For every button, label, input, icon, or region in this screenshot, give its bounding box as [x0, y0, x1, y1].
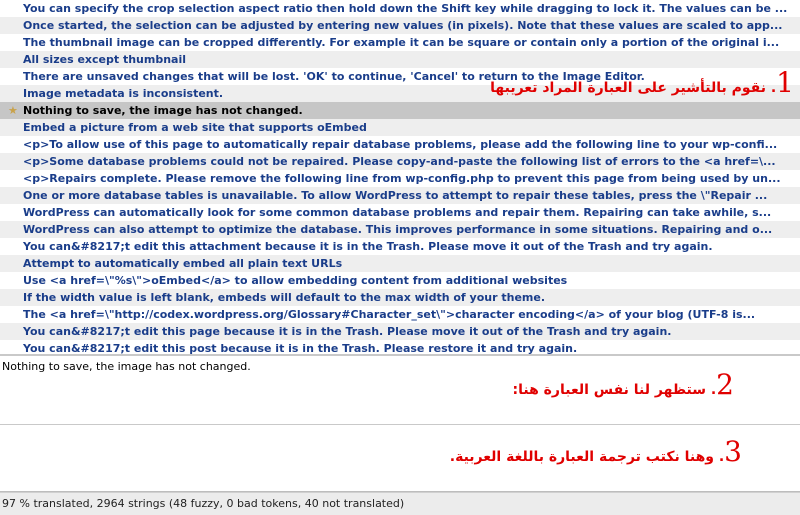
list-item[interactable]	[0, 221, 800, 238]
star-icon	[8, 17, 20, 34]
list-item[interactable]	[0, 340, 800, 357]
annotation-1-number: 1	[776, 66, 794, 99]
status-text: 97 % translated, 2964 strings (48 fuzzy, 0 bad tokens, 40 not translated)	[2, 497, 405, 510]
list-item[interactable]	[0, 0, 800, 17]
list-item-text: <p>To allow use of this page to automatically repair database problems, please add the following line to your wp-confi...	[23, 138, 778, 151]
list-item-text: All sizes except thumbnail	[23, 53, 186, 66]
list-item-text: You can&#8217;t edit this post because it is in the Trash. Please restore it and try again.	[23, 342, 578, 355]
star-icon	[8, 340, 20, 357]
star-icon	[8, 204, 20, 221]
star-icon	[8, 0, 20, 17]
list-item-text: If the width value is left blank, embeds will default to the max width of your theme.	[23, 291, 546, 304]
annotation-2-text: . ستظهر لنا نفس العبارة هنا:	[512, 382, 717, 398]
list-item[interactable]	[0, 323, 800, 340]
star-icon	[8, 323, 20, 340]
status-bar	[0, 492, 800, 515]
list-item-text: <p>Some database problems could not be repaired. Please copy-and-paste the following list of errors to the <a href=\...	[23, 155, 776, 168]
list-item[interactable]	[0, 136, 800, 153]
list-item-text: WordPress can also attempt to optimize the database. This improves performance in some situations. Repairing and o...	[23, 223, 773, 236]
star-icon	[8, 68, 20, 85]
list-item-text: Once started, the selection can be adjusted by entering new values (in pixels). Note that these values are scaled to app...	[23, 19, 783, 32]
list-item-text: You can specify the crop selection aspect ratio then hold down the Shift key while dragging to lock it. The values can be ...	[23, 2, 788, 15]
annotation-3	[422, 435, 742, 468]
list-item-text: <p>Repairs complete. Please remove the following line from wp-config.php to prevent this page from being used by un...	[23, 172, 781, 185]
list-item[interactable]	[0, 306, 800, 323]
list-item[interactable]	[0, 170, 800, 187]
annotation-3-number: 3	[724, 435, 742, 468]
annotation-3-text: . وهنا نكتب ترجمة العبارة باللغة العربية.	[449, 449, 725, 465]
star-icon: ★	[8, 104, 18, 117]
annotation-1	[464, 66, 794, 99]
list-item-text: The <a href=\"http://codex.wordpress.org/Glossary#Character_set\">character encoding</a> of your blog (UTF-8 is...	[23, 308, 756, 321]
list-item[interactable]	[0, 272, 800, 289]
star-icon	[8, 221, 20, 238]
star-icon	[8, 85, 20, 102]
list-item-text: WordPress can automatically look for some common database problems and repair them. Repairing can take awhile, s...	[23, 206, 772, 219]
star-icon	[8, 272, 20, 289]
list-item[interactable]	[0, 153, 800, 170]
annotation-1-text: . نقوم بالتأشير على العبارة المراد تعريبها	[490, 80, 777, 96]
list-item[interactable]	[0, 187, 800, 204]
list-item[interactable]	[0, 119, 800, 136]
star-icon	[8, 136, 20, 153]
list-item[interactable]	[0, 255, 800, 272]
list-item-text: The thumbnail image can be cropped differently. For example it can be square or contain only a portion of the original i...	[23, 36, 780, 49]
star-icon	[8, 153, 20, 170]
list-item-text: Image metadata is inconsistent.	[23, 87, 224, 100]
star-icon	[8, 238, 20, 255]
star-icon	[8, 255, 20, 272]
star-icon	[8, 34, 20, 51]
list-item-text: There are unsaved changes that will be lost. 'OK' to continue, 'Cancel' to return to the Image Editor.	[23, 70, 645, 83]
source-text: Nothing to save, the image has not changed.	[2, 360, 251, 373]
list-item-selected[interactable]	[0, 102, 800, 119]
star-icon	[8, 119, 20, 136]
annotation-2-number: 2	[716, 368, 734, 401]
annotation-2	[474, 368, 734, 401]
list-item-text: You can&#8217;t edit this attachment because it is in the Trash. Please move it out of the Trash and try again.	[23, 240, 713, 253]
star-icon	[8, 170, 20, 187]
list-item-text: Nothing to save, the image has not changed.	[23, 104, 303, 117]
list-item-text: Embed a picture from a web site that supports oEmbed	[23, 121, 367, 134]
list-item[interactable]	[0, 238, 800, 255]
star-icon	[8, 51, 20, 68]
list-item-text: Attempt to automatically embed all plain text URLs	[23, 257, 343, 270]
list-item[interactable]	[0, 204, 800, 221]
star-icon	[8, 306, 20, 323]
list-item[interactable]	[0, 289, 800, 306]
list-item-text: One or more database tables is unavailable. To allow WordPress to attempt to repair these tables, press the \"Repair ...	[23, 189, 768, 202]
list-item[interactable]	[0, 34, 800, 51]
star-icon	[8, 187, 20, 204]
list-item-text: You can&#8217;t edit this page because it is in the Trash. Please move it out of the Trash and try again.	[23, 325, 672, 338]
star-icon	[8, 289, 20, 306]
list-item[interactable]	[0, 17, 800, 34]
list-item-text: Use <a href=\"%s\">oEmbed</a> to allow embedding content from additional websites	[23, 274, 568, 287]
